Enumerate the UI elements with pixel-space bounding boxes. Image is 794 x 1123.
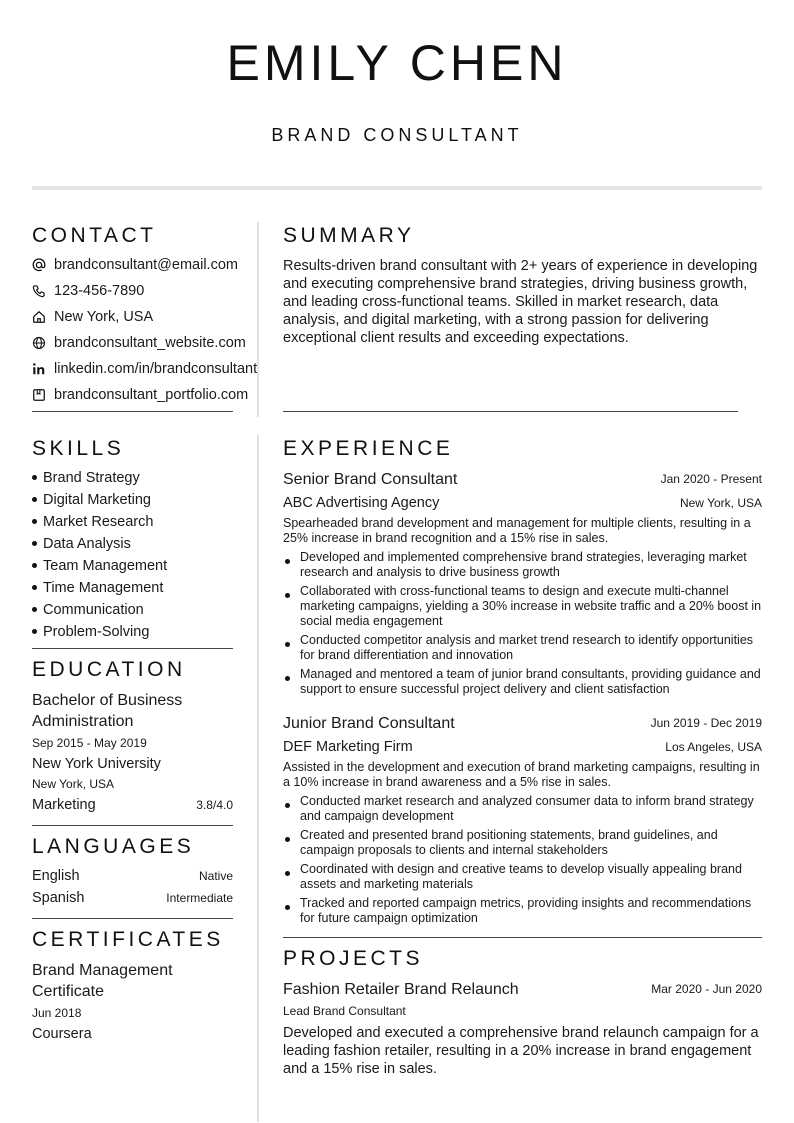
list-item: Coordinated with design and creative teams to develop visually appealing brand assets and marketing materials: [283, 862, 762, 892]
home-icon: [32, 310, 46, 324]
skill-item: Problem-Solving: [32, 624, 149, 640]
bullet-icon: [32, 607, 37, 612]
experience-heading: EXPERIENCE: [283, 437, 454, 460]
education-degree-cont: Administration: [32, 713, 134, 730]
resume-title: BRAND CONSULTANT: [271, 125, 523, 145]
linkedin-icon: [32, 362, 46, 376]
certificate-name-cont: Certificate: [32, 983, 105, 1000]
contact-portfolio[interactable]: [32, 387, 248, 403]
education-school: New York University: [32, 756, 161, 772]
list-item: Collaborated with cross-functional teams to design and execute multi-channel marketing campaigns, yielding a 30% increase in website traffic and a 20% boost in social media engagement: [283, 584, 762, 629]
languages-divider: [32, 918, 233, 919]
contact-location-text: New York, USA: [54, 309, 154, 325]
list-item: Conducted competitor analysis and market trend research to identify opportunities for brand differentiation and innovation: [283, 633, 762, 663]
project-dates: Mar 2020 - Jun 2020: [651, 982, 762, 996]
summary-text: Results-driven brand consultant with 2+ years of experience in developing and executing comprehensive brand strategies, driving business growth, and leading cross-functional teams. Skilled in market research, data analysis, and digital marketing, with a strong passion for delivering exceptional client results and exceeding expectations.: [283, 258, 758, 346]
language-name: Spanish: [32, 890, 85, 906]
contact-location: [32, 309, 153, 325]
language-level: Native: [198, 869, 233, 883]
bullet-icon: [32, 475, 37, 480]
certificates-heading: CERTIFICATES: [32, 928, 224, 951]
globe-icon: [32, 336, 46, 350]
summary-divider: [283, 411, 738, 412]
language-level: Intermediate: [166, 891, 233, 905]
certificate-name: Brand Management: [32, 962, 173, 979]
bullet-icon: [32, 497, 37, 502]
contact-heading: CONTACT: [32, 224, 157, 247]
job-company: ABC Advertising Agency: [283, 495, 440, 511]
project-title: Fashion Retailer Brand Relaunch: [283, 981, 519, 998]
job-company: DEF Marketing Firm: [283, 739, 413, 755]
contact-email-text: brandconsultant@email.com: [54, 257, 238, 273]
summary-heading: SUMMARY: [283, 224, 415, 247]
education-heading: EDUCATION: [32, 658, 186, 681]
skill-item: Market Research: [32, 514, 153, 530]
list-item: Created and presented brand positioning statements, brand guidelines, and campaign proposals to clients and internal stakeholders: [283, 828, 762, 858]
phone-icon: [32, 284, 46, 298]
certificate-date: Jun 2018: [32, 1006, 82, 1020]
job-title: Junior Brand Consultant: [283, 715, 455, 732]
project-description: Developed and executed a comprehensive brand relaunch campaign for a leading fashion retailer, resulting in a 20% increase in brand engagement and a 15% rise in sales.: [283, 1025, 759, 1077]
contact-divider: [32, 411, 233, 412]
education-field: Marketing: [32, 797, 96, 813]
skill-item: Brand Strategy: [32, 470, 140, 486]
bullet-icon: [32, 541, 37, 546]
contact-phone-text: 123-456-7890: [54, 283, 145, 299]
contact-portfolio-text: brandconsultant_portfolio.com: [54, 387, 249, 403]
skill-item: Digital Marketing: [32, 492, 151, 508]
languages-heading: LANGUAGES: [32, 835, 195, 858]
skills-divider: [32, 648, 233, 649]
skill-item: Team Management: [32, 558, 167, 574]
bullet-icon: [32, 519, 37, 524]
education-gpa: 3.8/4.0: [196, 798, 233, 812]
contact-linkedin[interactable]: [32, 361, 257, 377]
projects-heading: PROJECTS: [283, 947, 424, 970]
list-item: Conducted market research and analyzed consumer data to inform brand strategy and campaign development: [283, 794, 762, 824]
project-role: Lead Brand Consultant: [283, 1004, 406, 1018]
contact-website-text: brandconsultant_website.com: [54, 335, 246, 351]
job-bullets: [283, 550, 762, 701]
job-bullets: [283, 794, 762, 930]
at-icon: [32, 258, 46, 272]
bullet-icon: [32, 585, 37, 590]
job-location: Los Angeles, USA: [665, 740, 762, 754]
job-summary: Spearheaded brand development and management for multiple clients, resulting in a 25% increase in brand recognition and a 15% rise in sales.: [283, 516, 751, 545]
header-divider: [32, 186, 762, 190]
language-name: English: [32, 868, 80, 884]
skill-item: Data Analysis: [32, 536, 131, 552]
job-title: Senior Brand Consultant: [283, 471, 458, 488]
job-location: New York, USA: [679, 496, 762, 510]
job-dates: Jun 2019 - Dec 2019: [650, 716, 762, 730]
contact-email[interactable]: [32, 257, 238, 273]
job-dates: Jan 2020 - Present: [660, 472, 762, 486]
education-degree: Bachelor of Business: [32, 692, 183, 709]
job-summary: Assisted in the development and execution of brand marketing campaigns, resulting in a 10% increase in brand awareness and a 5% rise in sales.: [283, 760, 760, 789]
list-item: Developed and implemented comprehensive brand strategies, leveraging market research and analysis to drive business growth: [283, 550, 762, 580]
contact-phone[interactable]: [32, 283, 144, 299]
experience-divider: [283, 937, 762, 938]
education-location: New York, USA: [32, 777, 115, 791]
list-item: Managed and mentored a team of junior brand consultants, providing guidance and support to ensure successful project delivery and client satisfaction: [283, 667, 762, 697]
bullet-icon: [32, 563, 37, 568]
certificate-issuer: Coursera: [32, 1026, 92, 1042]
column-divider: [257, 222, 259, 1122]
education-dates: Sep 2015 - May 2019: [32, 736, 147, 750]
contact-linkedin-text: linkedin.com/in/brandconsultant: [54, 361, 258, 377]
list-item: Tracked and reported campaign metrics, providing insights and recommendations for future campaign optimization: [283, 896, 762, 926]
column-divider-gap: [256, 417, 260, 435]
bullet-icon: [32, 629, 37, 634]
skills-heading: SKILLS: [32, 437, 125, 460]
skill-item: Time Management: [32, 580, 163, 596]
resume-name: EMILY CHEN: [226, 35, 568, 91]
contact-website[interactable]: [32, 335, 246, 351]
skill-item: Communication: [32, 602, 144, 618]
education-divider: [32, 825, 233, 826]
portfolio-icon: [32, 388, 46, 402]
